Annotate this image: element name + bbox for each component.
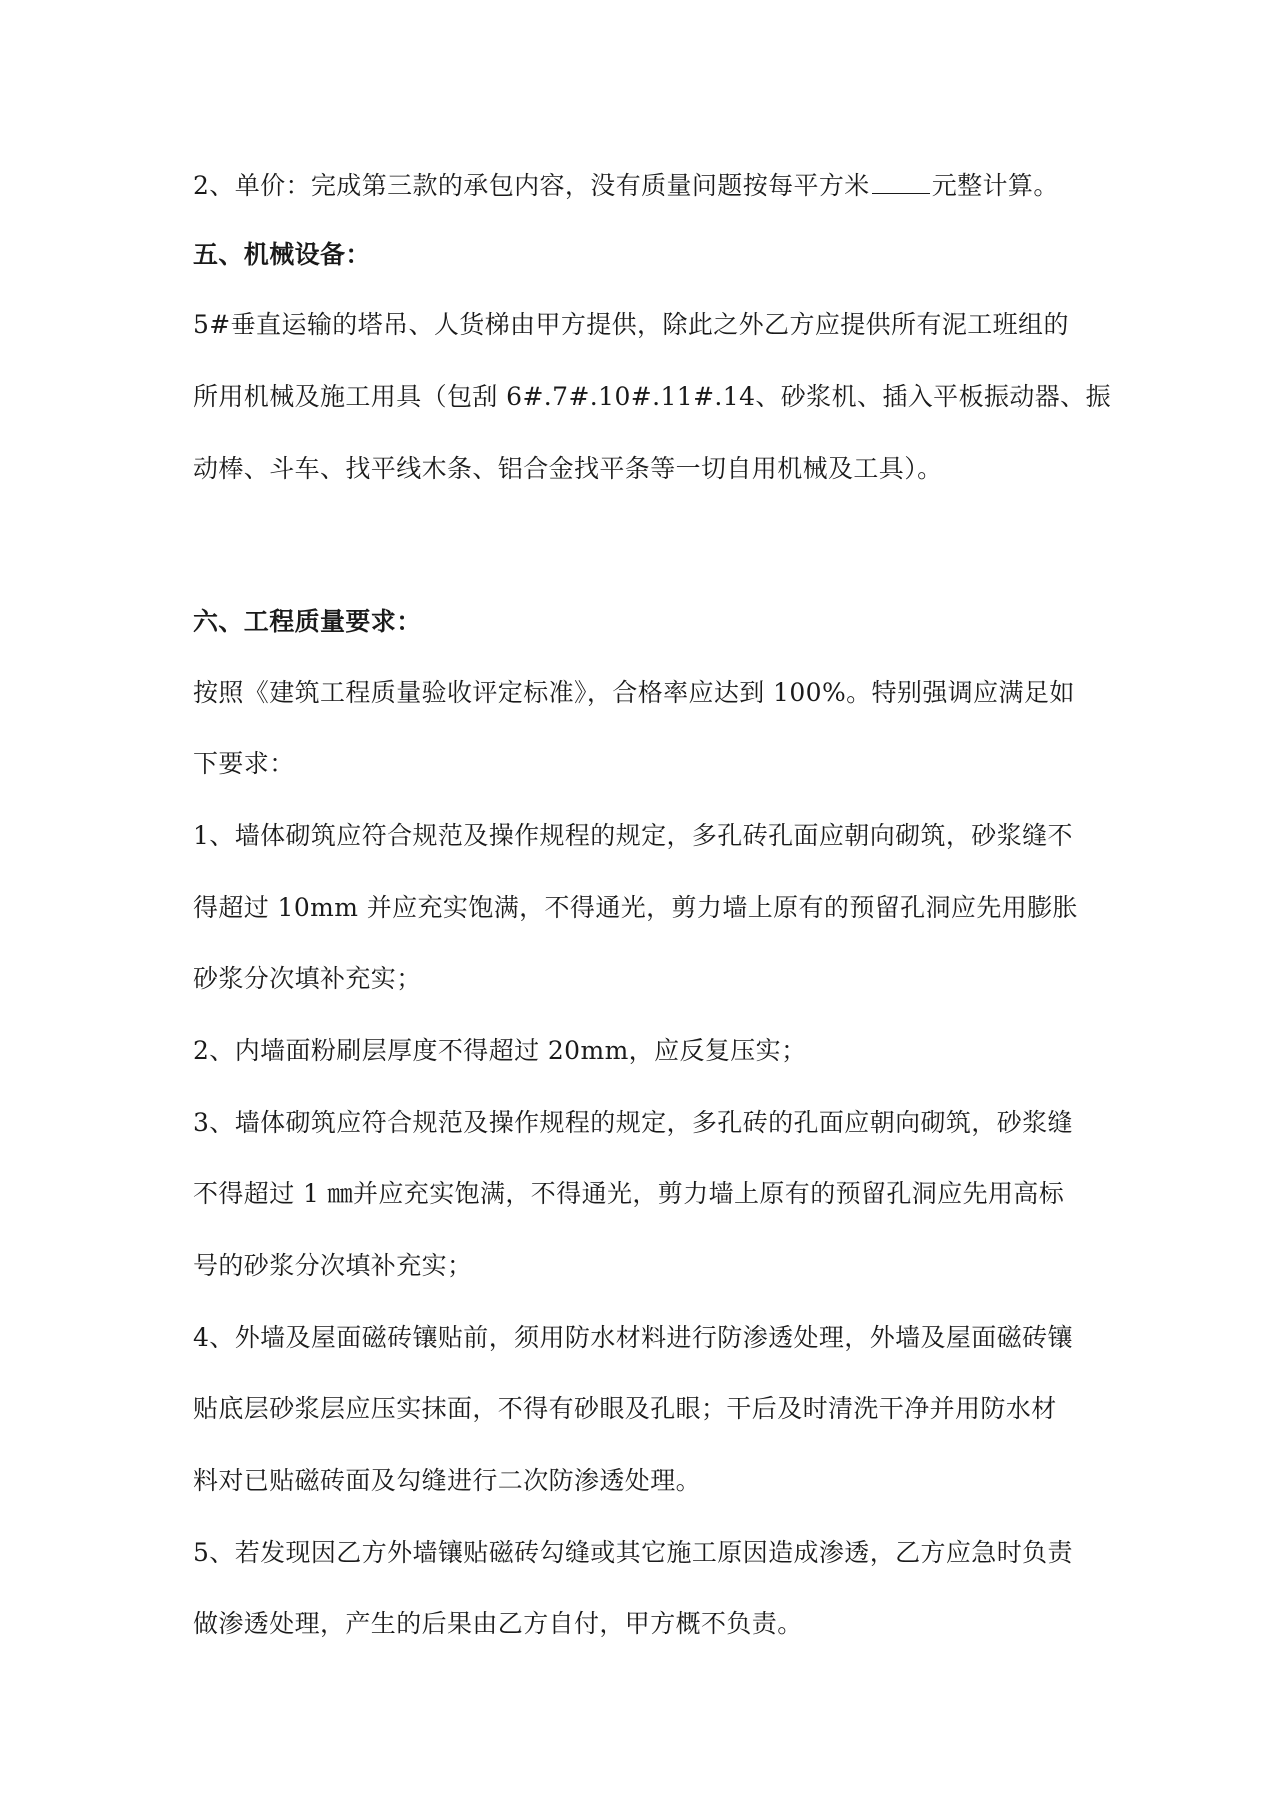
section6-intro-line-2: 下要求： xyxy=(193,749,295,778)
item1-line-1: 1、墙体砌筑应符合规范及操作规程的规定，多孔砖孔面应朝向砌筑，砂浆缝不 xyxy=(193,821,1073,850)
section5-line-2: 所用机械及施工用具（包刮 6#.7#.10#.11#.14、砂浆机、插入平板振动器、振 xyxy=(193,382,1111,411)
item5-line-2: 做渗透处理，产生的后果由乙方自付，甲方概不负责。 xyxy=(193,1609,803,1638)
item3-line-1: 3、墙体砌筑应符合规范及操作规程的规定，多孔砖的孔面应朝向砌筑，砂浆缝 xyxy=(193,1108,1073,1137)
item2-line-1: 2、内墙面粉刷层厚度不得超过 20mm，应反复压实； xyxy=(193,1036,807,1065)
item1-line-3: 砂浆分次填补充实； xyxy=(193,964,422,993)
price-clause-suffix: 元整计算。 xyxy=(931,171,1059,200)
section5-heading: 五、机械设备： xyxy=(193,240,371,269)
unit-price-blank xyxy=(872,167,930,194)
section6-heading: 六、工程质量要求： xyxy=(193,607,422,636)
price-clause xyxy=(193,167,1093,202)
section6-intro-line-1: 按照《建筑工程质量验收评定标准》，合格率应达到 100%。特别强调应满足如 xyxy=(193,678,1075,707)
item5-line-1: 5、若发现因乙方外墙镶贴磁砖勾缝或其它施工原因造成渗透，乙方应急时负责 xyxy=(193,1538,1073,1567)
item3-line-3: 号的砂浆分次填补充实； xyxy=(193,1251,473,1280)
section5-line-3: 动棒、斗车、找平线木条、铝合金找平条等一切自用机械及工具）。 xyxy=(193,454,943,483)
item4-line-1: 4、外墙及屋面磁砖镶贴前，须用防水材料进行防渗透处理，外墙及屋面磁砖镶 xyxy=(193,1323,1073,1352)
item3-line-2: 不得超过 1 ㎜并应充实饱满，不得通光，剪力墙上原有的预留孔洞应先用高标 xyxy=(193,1179,1065,1208)
item4-line-3: 料对已贴磁砖面及勾缝进行二次防渗透处理。 xyxy=(193,1466,702,1495)
item4-line-2: 贴底层砂浆层应压实抹面，不得有砂眼及孔眼；干后及时清洗干净并用防水材 xyxy=(193,1394,1057,1423)
section5-line-1: 5#垂直运输的塔吊、人货梯由甲方提供，除此之外乙方应提供所有泥工班组的 xyxy=(193,310,1069,339)
item1-line-2: 得超过 10mm 并应充实饱满，不得通光，剪力墙上原有的预留孔洞应先用膨胀 xyxy=(193,893,1078,922)
price-clause-prefix: 2、单价：完成第三款的承包内容，没有质量问题按每平方米 xyxy=(193,171,870,200)
